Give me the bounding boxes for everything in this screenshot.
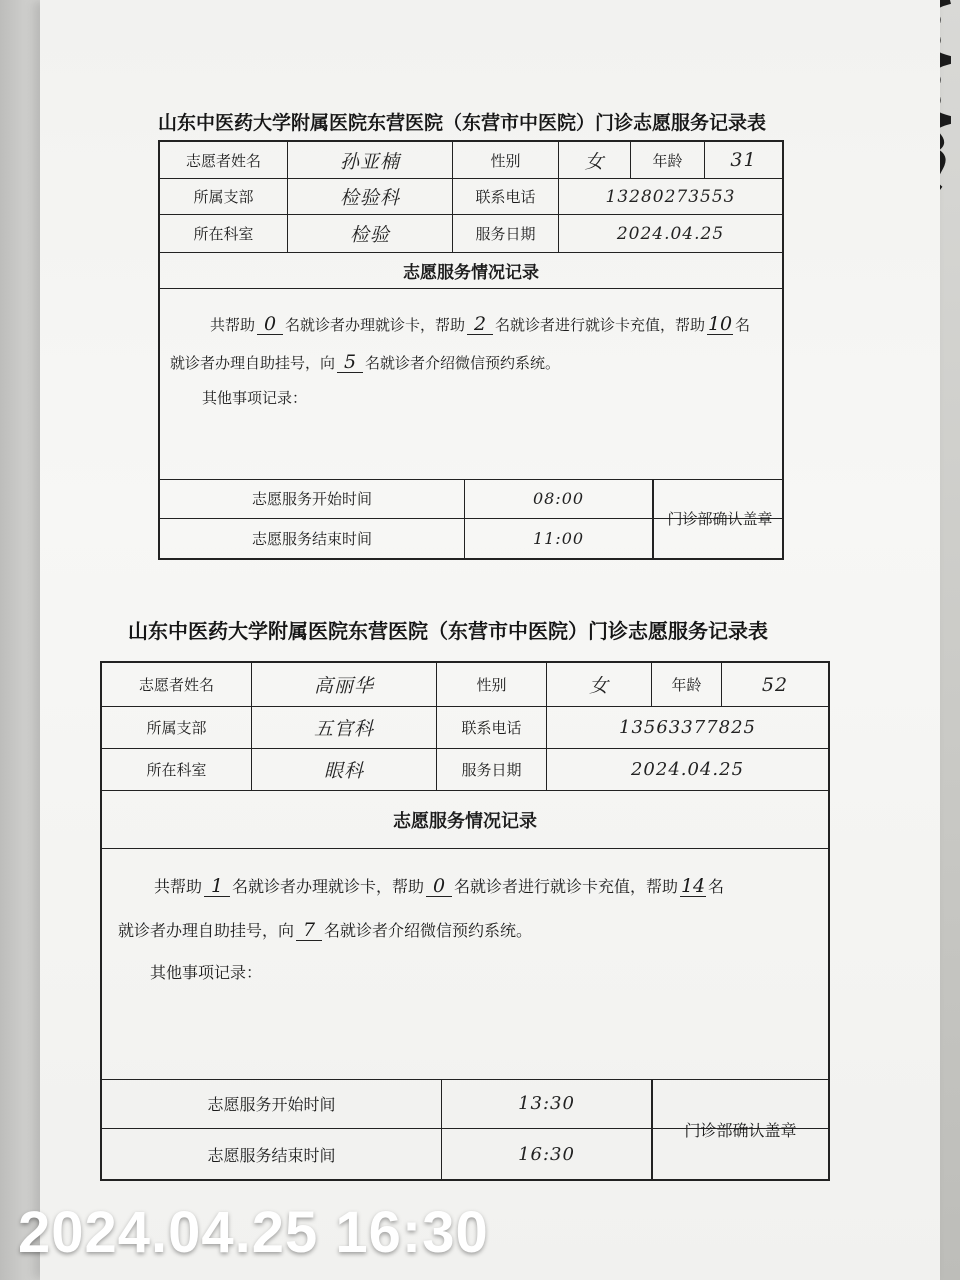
value-phone: 13563377825 [619, 717, 756, 738]
form-title: 山东中医药大学附属医院东营医院（东营市中医院）门诊志愿服务记录表 [128, 619, 768, 643]
service-record [102, 849, 828, 1080]
photo-timestamp: 2024.04.25 16:30 [18, 1200, 489, 1265]
service-record [160, 289, 782, 480]
count-register: 14 [680, 875, 706, 897]
count-wechat: 7 [296, 921, 322, 941]
label-age: 年龄 [652, 663, 722, 706]
record-line-2: 就诊者办理自助挂号，向 5 名就诊者介绍微信预约系统。 [170, 351, 561, 373]
value-start-time: 08:00 [465, 479, 653, 518]
record-line-1: 共帮助 0 名就诊者办理就诊卡，帮助 2 名就诊者进行就诊卡充值，帮助 10 名 [210, 313, 751, 335]
label-end-time: 志愿服务结束时间 [160, 519, 465, 558]
label-branch: 所属支部 [102, 707, 252, 748]
table-row [160, 179, 782, 215]
label-stamp: 门诊部确认盖章 [652, 1079, 828, 1179]
value-age: 31 [730, 149, 757, 171]
count-cards: 1 [204, 877, 230, 897]
label-start-time: 志愿服务开始时间 [160, 479, 465, 518]
value-gender: 女 [559, 142, 631, 178]
value-age: 52 [761, 673, 789, 696]
value-dept: 眼科 [252, 749, 437, 790]
value-start-time: 13:30 [442, 1079, 652, 1128]
label-gender: 性别 [437, 663, 547, 706]
value-branch: 检验科 [288, 179, 453, 214]
table-row [102, 749, 828, 791]
record-form-2 [100, 615, 820, 1185]
label-stamp: 门诊部确认盖章 [653, 479, 786, 558]
label-start-time: 志愿服务开始时间 [102, 1079, 442, 1128]
count-topup: 2 [467, 315, 493, 335]
record-line-1: 共帮助 1 名就诊者办理就诊卡，帮助 0 名就诊者进行就诊卡充值，帮助 14 名 [154, 875, 725, 897]
value-date: 2024.04.25 [630, 759, 745, 780]
form-title: 山东中医药大学附属医院东营医院（东营市中医院）门诊志愿服务记录表 [158, 112, 767, 134]
count-wechat: 5 [337, 353, 363, 373]
label-date: 服务日期 [453, 215, 559, 252]
table-row [160, 215, 782, 253]
value-date: 2024.04.25 [616, 223, 725, 244]
form-table [158, 140, 784, 560]
label-name: 志愿者姓名 [160, 142, 288, 178]
value-name: 孙亚楠 [288, 142, 453, 178]
label-age: 年龄 [631, 142, 705, 178]
table-row [102, 663, 828, 707]
label-phone: 联系电话 [437, 707, 547, 748]
label-end-time: 志愿服务结束时间 [102, 1129, 442, 1179]
label-name: 志愿者姓名 [102, 663, 252, 706]
record-line-2: 就诊者办理自助挂号，向 7 名就诊者介绍微信预约系统。 [118, 919, 533, 941]
label-dept: 所在科室 [160, 215, 288, 252]
label-branch: 所属支部 [160, 179, 288, 214]
paper-sheet [40, 0, 940, 1280]
count-cards: 0 [257, 315, 283, 335]
record-form-1 [138, 108, 788, 568]
value-end-time: 16:30 [442, 1129, 652, 1179]
value-branch: 五官科 [252, 707, 437, 748]
label-gender: 性别 [453, 142, 559, 178]
label-phone: 联系电话 [453, 179, 559, 214]
value-dept: 检验 [288, 215, 453, 252]
form-table [100, 661, 830, 1181]
value-end-time: 11:00 [465, 519, 653, 558]
value-phone: 13280273553 [605, 186, 736, 207]
table-row [102, 707, 828, 749]
value-name: 高丽华 [252, 663, 437, 706]
section-heading: 志愿服务情况记录 [160, 253, 782, 289]
label-dept: 所在科室 [102, 749, 252, 790]
other-records-label: 其他事项记录： [150, 963, 263, 982]
other-records-label: 其他事项记录： [202, 389, 308, 407]
value-gender: 女 [547, 663, 652, 706]
section-heading: 志愿服务情况记录 [102, 791, 828, 849]
count-register: 10 [707, 313, 733, 335]
count-topup: 0 [426, 877, 452, 897]
label-date: 服务日期 [437, 749, 547, 790]
table-row [160, 142, 782, 179]
